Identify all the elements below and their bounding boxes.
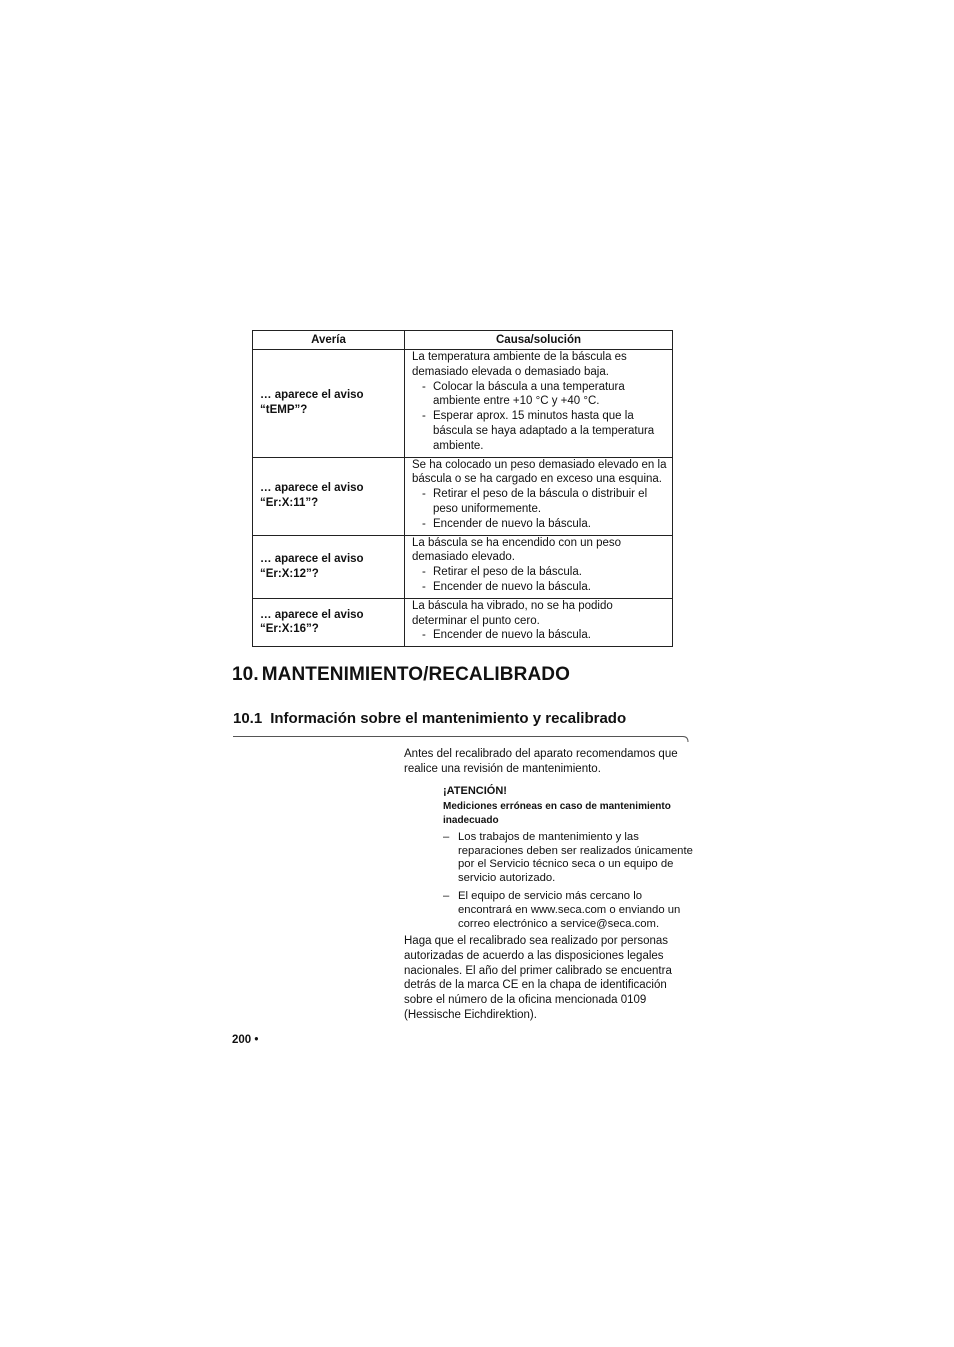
table-row	[253, 598, 673, 646]
remedy-item: - Encender de nuevo la báscula.	[422, 628, 669, 643]
warning-list	[443, 831, 695, 931]
remedy-list	[412, 487, 669, 531]
fault-code: “Er:X:11”?	[260, 497, 319, 510]
fault-code: “Er:X:16”?	[260, 623, 319, 636]
column-header-fault: Avería	[253, 331, 405, 350]
remedy-list	[412, 380, 669, 454]
remedy-item: - Colocar la báscula a una temperatura ambiente entre +10 °C y +40 °C.	[422, 380, 669, 410]
remedy-list	[412, 628, 669, 643]
fault-code: “Er:X:12”?	[260, 567, 319, 580]
warning-item: – Los trabajos de mantenimiento y las reparaciones deben ser realizados únicamente por el Servicio técnico seca o un equipo de servicio autorizado.	[443, 831, 695, 885]
table-row	[253, 350, 673, 458]
troubleshooting-table	[252, 330, 673, 647]
chapter-heading	[232, 664, 570, 686]
fault-line: … aparece el aviso	[260, 608, 364, 621]
cause-text: Se ha colocado un peso demasiado elevado en la báscula o se ha cargado en exceso una esquina.	[412, 458, 667, 486]
chapter-title: MANTENIMIENTO/RECALIBRADO	[261, 664, 570, 685]
cause-cell	[405, 535, 673, 598]
intro-paragraph: Antes del recalibrado del aparato recomendamos que realice una revisión de mantenimiento.	[404, 748, 678, 775]
remedy-item: - Encender de nuevo la báscula.	[422, 580, 669, 595]
cause-text: La báscula se ha encendido con un peso demasiado elevado.	[412, 536, 622, 564]
table-row	[253, 535, 673, 598]
warning-item: – El equipo de servicio más cercano lo encontrará en www.seca.com o enviando un correo electrónico a service@seca.com.	[443, 890, 695, 931]
fault-line: … aparece el aviso	[260, 552, 364, 565]
cause-cell	[405, 350, 673, 458]
section-heading	[233, 710, 626, 727]
remedy-list	[412, 565, 669, 595]
fault-code: “tEMP”?	[260, 404, 308, 417]
warning-notice	[443, 784, 695, 936]
cause-cell	[405, 457, 673, 535]
cause-text: La temperatura ambiente de la báscula es demasiado elevada o demasiado baja.	[412, 351, 627, 378]
remedy-item: - Retirar el peso de la báscula o distribuir el peso uniformemente.	[422, 487, 669, 517]
cause-cell	[405, 598, 673, 646]
fault-cell	[253, 457, 405, 535]
remedy-item: - Encender de nuevo la báscula.	[422, 517, 669, 532]
page-number: 200 •	[232, 1034, 259, 1046]
recalibration-paragraph: Haga que el recalibrado sea realizado por personas autorizadas de acuerdo a las disposiciones legales nacionales. El año del primer calibrado se encuentra detrás de la marca CE en la chapa de identificación sobre el número de la oficina mencionada 0109 (Hessische Eichdirektion).	[404, 935, 672, 1021]
warning-subtitle: Mediciones erróneas en caso de mantenimiento inadecuado	[443, 801, 671, 826]
table-row	[253, 457, 673, 535]
section-title: Información sobre el mantenimiento y recalibrado	[270, 710, 627, 727]
fault-cell	[253, 350, 405, 458]
fault-cell	[253, 598, 405, 646]
column-header-cause: Causa/solución	[405, 331, 673, 350]
cause-text: La báscula ha vibrado, no se ha podido determinar el punto cero.	[412, 599, 613, 627]
remedy-item: - Esperar aprox. 15 minutos hasta que la báscula se haya adaptado a la temperatura ambiente.	[422, 409, 669, 453]
chapter-number: 10.	[232, 664, 259, 685]
warning-title: ¡ATENCIÓN!	[443, 785, 507, 797]
fault-cell	[253, 535, 405, 598]
fault-line: … aparece el aviso	[260, 482, 364, 495]
table-header-row	[253, 331, 673, 350]
remedy-item: - Retirar el peso de la báscula.	[422, 565, 669, 580]
section-number: 10.1	[233, 710, 263, 727]
fault-line: … aparece el aviso	[260, 389, 364, 402]
section-rule	[233, 732, 689, 746]
